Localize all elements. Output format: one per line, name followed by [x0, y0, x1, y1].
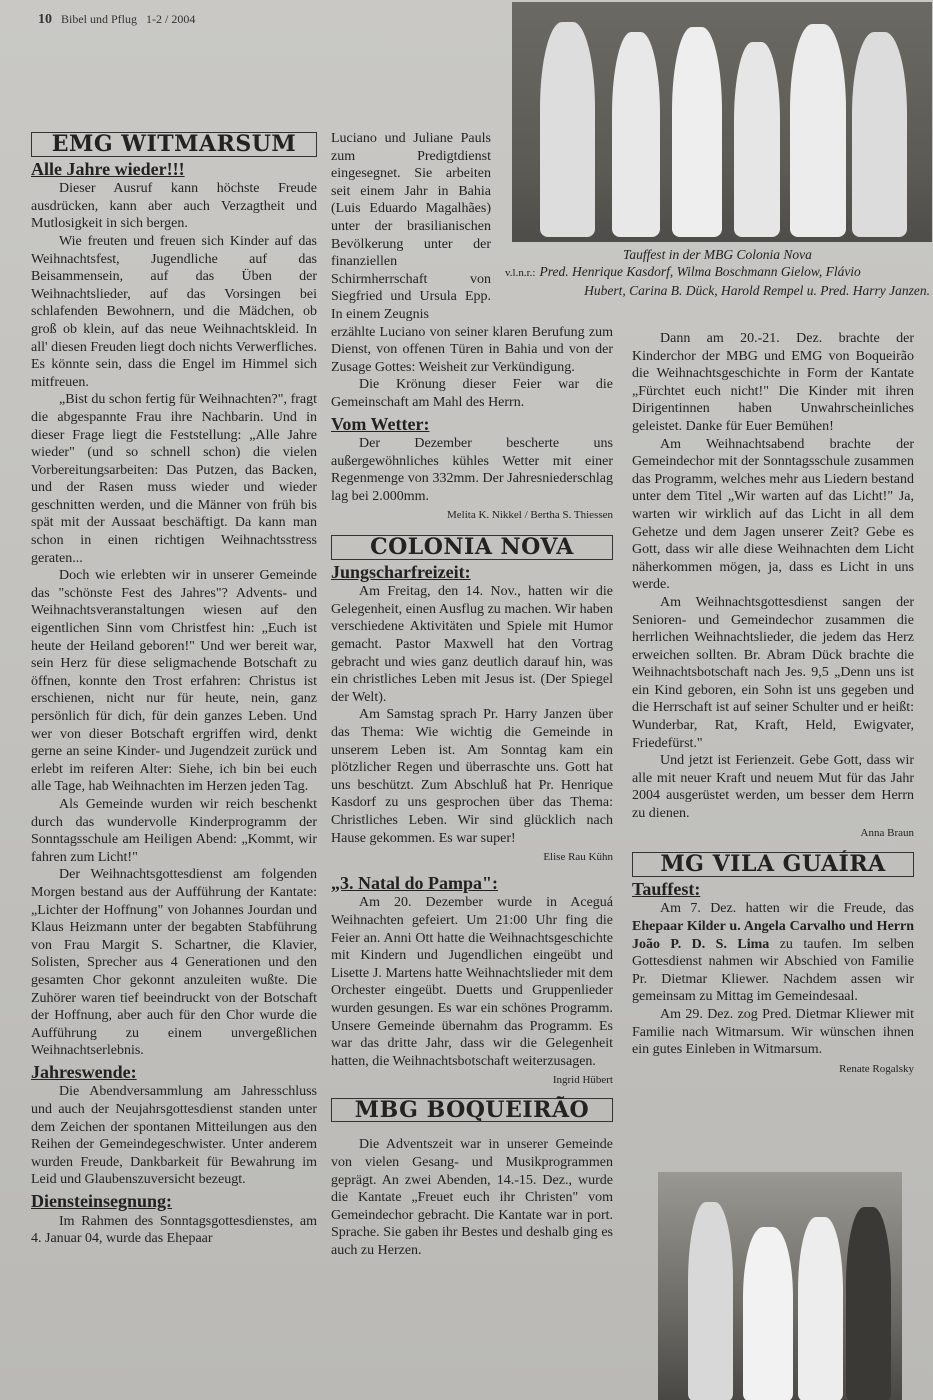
- author-signature: Ingrid Hübert: [552, 1074, 613, 1087]
- paragraph: Dieser Ausruf kann höchste Freude ausdrücken, kann aber auch Verzagtheit und Mutlosigkeit in sich bergen.: [31, 181, 317, 232]
- paragraph: Die Adventszeit war in unserer Gemeinde von vielen Gesang- und Musikprogrammen geprägt. An zwei Abenden, 14.-15. Dez., wurde die Kantate „Freuet euch ihr Christen" vom Gemeindechor gebracht. Die Kantate war in port. Sprache. Sie gaben ihr Bestes und deshalb ging es auch zu Herzen.: [331, 1137, 613, 1259]
- paragraph: Doch wie erlebten wir in unserer Gemeinde das "schönste Fest des Jahres"? Advents- und Weihnachtsveranstaltungen wiesen auf den eigentlichen Sinn vom Christfest hin: „Euch ist heute der Heiland geboren!" Und wer bereit war, sein Herz für diese seligmachende Botschaft zu öffnen, konnte den Trost erfahren: Christus ist erschienen, nicht nur für heute, nein, ganz persönlich für dich, für dein ganzes Leben. Und wer von dieser Botschaft ergriffen wird, denkt gerne an seine Kinder- und Jugendzeit zurück und erlebt im reiferen Alter: Siehe, ich bin bei euch alle Tage, hab Weihnachten im Herzen jeden Tag.: [31, 568, 317, 795]
- person-figure: [688, 1202, 733, 1400]
- paragraph: Die Krönung dieser Feier war die Gemeinschaft am Mahl des Herrn.: [331, 377, 613, 410]
- paragraph: Und jetzt ist Ferienzeit. Gebe Gott, dass wir alle mit neuer Kraft und neuem Mut für das Jahr 2004 ausgerüstet werden, um besser dem Herrn zu dienen.: [632, 753, 914, 822]
- group-photo-tauffest: [512, 2, 932, 242]
- magazine-title: Bibel und Pflug: [61, 12, 138, 26]
- person-figure: [540, 22, 595, 237]
- issue-number: 1-2 / 2004: [146, 12, 196, 26]
- person-figure: [852, 32, 907, 237]
- heading-vom-wetter: Vom Wetter:: [331, 413, 430, 434]
- person-figure: [790, 24, 846, 237]
- person-figure: [798, 1217, 843, 1400]
- caption-names-line1: Pred. Henrique Kasdorf, Wilma Boschmann Gielow, Flávio: [539, 264, 861, 279]
- paragraph: Luciano und Juliane Pauls zum Predigtdienst eingesegnet. Sie arbeiten seit einem Jahr in Bahia (Luis Eduardo Magalhães) unter der brasilianischen Bevölkerung unter der finanziellen Schirmherrschaft von Siegfried und Ursula Epp. In einem Zeugnis: [331, 131, 491, 322]
- heading-jahreswende: Jahreswende:: [31, 1061, 137, 1082]
- paragraph: erzählte Luciano von seiner klaren Berufung zum Dienst, von offenen Türen in Bahia und von der Zusage Gottes: Weisheit zur Verkündigung.: [331, 324, 613, 375]
- paragraph: Der Weihnachtsgottesdienst am folgenden Morgen bestand aus der Aufführung der Kantate: „Lichter der Hoffnung" von Johannes Jourdan und Klaus Heizmann unter der begabten Stabführung von Frau Margit S. Schartner, die Klavier, Solisten, Sprecher aus 4 Generationen und den gesamten Chor gekonnt anzuleiten wußte. Die Zuhörer waren tief beeindruckt von der Botschaft der Hoffnung, aber auch für den Chor wurde die Aufführung zu einem unvergeßlichen Weihnachtserlebnis.: [31, 867, 317, 1059]
- caption-title: Tauffest in der MBG Colonia Nova: [623, 247, 812, 262]
- heading-tauffest: Tauffest:: [632, 878, 701, 899]
- person-figure: [672, 27, 722, 237]
- section-title-colonia-nova: COLONIA NOVA: [331, 535, 613, 560]
- person-figure: [846, 1207, 891, 1400]
- paragraph: „Bist du schon fertig für Weihnachten?", fragt die abgespannte Frau ihre Nachbarin. Und in dieser Frage liegt die Feststellung: „Alle Jahre wieder" (und so schnell schon) die vielen Vorbereitungsarbeiten: Das Putzen, das Backen, und der Rasen muss wieder und wieder geschnitten werden, und die Männer von früh bis spät mit der Aussaat beschäftigt. Da kann man schon in einen richtigen Weihnachtsstress geraten...: [31, 392, 317, 566]
- author-signature: Renate Rogalsky: [839, 1062, 914, 1075]
- person-figure: [743, 1227, 793, 1400]
- column-3: [632, 330, 914, 1082]
- photo-caption: [505, 246, 930, 299]
- paragraph: Am Weihnachtsgottesdienst sangen der Senioren- und Gemeindechor zusammen die herrlichen Weihnachtslieder, die jedem das Herz erweichen sollten. Br. Abram Dück brachte die Weihnachtsbotschaft nach Jes. 9,5 „Denn uns ist ein Kind geboren, ein Sohn ist uns gegeben und die Herrschaft ist auf seiner Schulter und er heißt: Wunderbar, Rat, Kraft, Held, Ewigvater, Friedefürst.": [632, 594, 914, 751]
- paragraph: Am Freitag, den 14. Nov., hatten wir die Gelegenheit, einen Ausflug zu machen. Wir haben verschiedene Aktivitäten und Spiele mit Humor gemacht. Pastor Maxwell hat den Vortrag gebracht und wies ganz deutlich darauf hin, was ein christliches Leben mit Jesus ist. (Der Spiegel der Welt).: [331, 584, 613, 705]
- paragraph: Am 29. Dez. zog Pred. Dietmar Kliewer mit Familie nach Witmarsum. Wir wünschen ihnen ein gutes Einleben in Witmarsum.: [632, 1006, 914, 1058]
- section-title-emg-witmarsum: EMG WITMARSUM: [31, 132, 317, 157]
- caption-prefix: v.l.n.r.:: [505, 267, 536, 279]
- caption-names-line2: Hubert, Carina B. Dück, Harold Rempel u. Pred. Harry Janzen.: [584, 283, 930, 298]
- page-header: [38, 12, 195, 28]
- column-1: [31, 132, 317, 1248]
- couple-photo-tauffest: [658, 1172, 902, 1400]
- author-signature: Melita K. Nikkel / Bertha S. Thiessen: [447, 509, 613, 522]
- heading-jungscharfreizeit: Jungscharfreizeit:: [331, 561, 471, 582]
- paragraph: Dann am 20.-21. Dez. brachte der Kinderchor der MBG und EMG von Boqueirão die Weihnachtsgeschichte in Form der Kantate „Fürchtet euch nicht!" Die Kinder mit ihren Dirigentinnen haben Unwahrscheinliches geleistet. Danke für Euer Bemühen!: [632, 331, 914, 434]
- paragraph: Der Dezember bescherte uns außergewöhnliches kühles Wetter mit einer Regenmenge von 332mm. Der Jahresniederschlag lag bei 2.000mm.: [331, 436, 613, 504]
- heading-diensteinsegnung: Diensteinsegnung:: [31, 1191, 173, 1212]
- text-span: Am 7. Dez. hatten wir die Freude, das: [660, 901, 914, 917]
- bold-names: Ehepaar Kilder u. Angela Carvalho und Herrn João P. D. S. Lima: [632, 919, 914, 952]
- column-2: [331, 130, 613, 1260]
- author-signature: Elise Rau Kühn: [543, 851, 613, 864]
- paragraph: Am Samstag sprach Pr. Harry Janzen über das Thema: Wie wichtig die Gemeinde in unserem Leben ist. Am Sonntag kam ein plötzlicher Regen und überraschte uns. Gott hat uns beschützt. Zum Abschluß hat Pr. Henrique Kasdorf zu uns gesprochen über das Thema: Christliches Leben. Wir sind glücklich nach Hause gekommen. Es war super!: [331, 707, 613, 846]
- section-title-mg-vila-guaira: MG VILA GUAÍRA: [632, 852, 914, 877]
- paragraph: Die Abendversammlung am Jahresschluss und auch der Neujahrsgottesdienst standen unter dem Zeichen der spontanen Mitteilungen aus den Reihen der Gemeindegeschwister. Unter anderem wurden Freude, Dankbarkeit für Bewahrung im Leid und Glaubenszuversicht bezeugt.: [31, 1084, 317, 1188]
- person-figure: [612, 32, 660, 237]
- text-span: zu taufen. Im selben Gottesdienst nahmen wir Abschied von Familie Pr. Dietmar Kliewer. Nachdem assen wir gemeinsam zu Mittag im Gemeindesaal.: [632, 936, 914, 1005]
- heading-alle-jahre-wieder: Alle Jahre wieder!!!: [31, 158, 185, 179]
- paragraph: Wie freuten und freuen sich Kinder auf das Weihnachtsfest, Jugendliche auf das Beisammensein, auf das Üben der Weihnachtslieder, auf das Vorsingen bei schlafenden Bewohnern, und die Mädchen, ob groß ob klein, auf das neue Weihnachtskleid. In all' diesen Freuden liegt doch nichts Verwerfliches. Es könnte sein, dass die Engel im Himmel sich mitfreuen.: [31, 233, 317, 390]
- section-title-mbg-boqueirao: MBG BOQUEIRÃO: [331, 1098, 613, 1123]
- paragraph: Am 20. Dezember wurde in Aceguá Weihnachten gefeiert. Um 21:00 Uhr fing die Feier an. Anni Ott hatte die Weihnachtsgeschichte mit Kindern und Jugendlichen eingeübt und Lisette J. Martens hatte Weihnachtslieder mit dem Orchester eingeübt. Duetts und Gruppenlieder wurden gesungen. Es war ein schönes Programm. Unsere Gemeinde übernahm das Programm. Es war das dritte Jahr, dass wir die Gelegenheit hatten, die Weihnachtsbotschaft weiterzusagen.: [331, 895, 613, 1069]
- paragraph: Als Gemeinde wurden wir reich beschenkt durch das wundervolle Kinderprogramm der Sonntagsschule am Heiligen Abend: „Kommt, wir fahren zum Licht!": [31, 796, 317, 865]
- heading-natal-do-pampa: „3. Natal do Pampa":: [331, 872, 498, 893]
- page-number: 10: [38, 12, 52, 27]
- paragraph: Im Rahmen des Sonntagsgottesdienstes, am 4. Januar 04, wurde das Ehepaar: [31, 1213, 317, 1247]
- author-signature: Anna Braun: [860, 826, 914, 839]
- paragraph: [632, 900, 914, 1006]
- person-figure: [734, 42, 780, 237]
- paragraph: Am Weihnachtsabend brachte der Gemeindechor mit der Sonntagsschule zusammen das Programm, welches mehr aus Liedern bestand unter dem Titel „Wir warten auf das Licht!" Ja, warten wir wirklich auf das Licht in all dem Gehetze und dem Jagen unserer Zeit? Gebe es Gott, dass wir alle diese Weihnachten dem Licht näherkommen mögen, ja, dass es Licht in uns werde.: [632, 436, 914, 593]
